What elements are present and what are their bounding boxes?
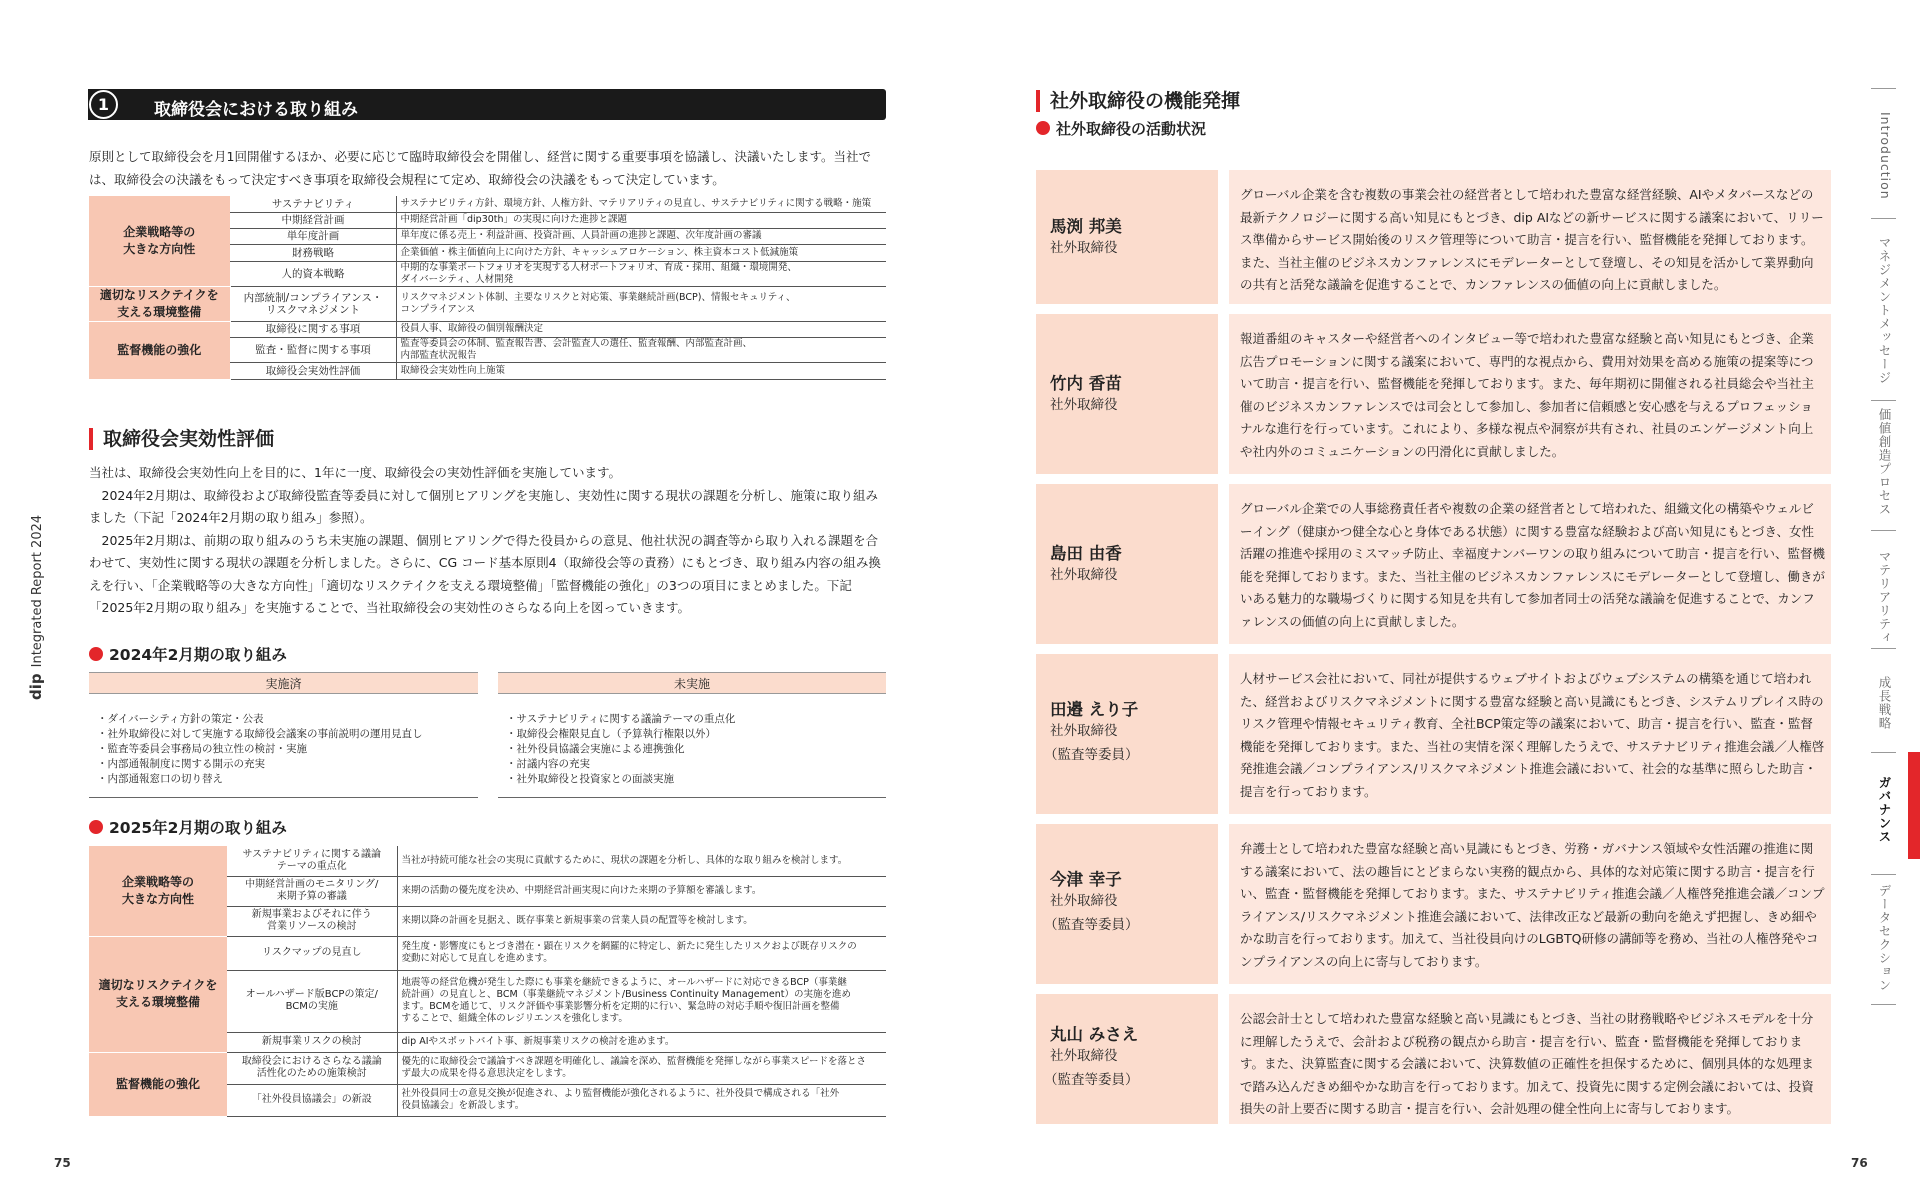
director-description-panel xyxy=(1229,994,1831,1124)
director-description-panel xyxy=(1229,654,1831,814)
category-cell: 監督機能の強化 xyxy=(89,1052,227,1116)
item-cell: 取締役に関する事項 xyxy=(230,321,396,337)
nav-divider xyxy=(1871,218,1896,219)
section-header xyxy=(88,89,886,120)
director-name-panel xyxy=(1036,170,1218,304)
director-name: 馬渕 邦美 xyxy=(1050,217,1122,236)
director-card xyxy=(1036,994,1831,1124)
detail-cell: 来期の活動の優先度を決め、中期経営計画実現に向けた来期の予算額を審議します。 xyxy=(397,876,886,906)
effectiveness-para-2: 2024年2月期は、取締役および取締役監査等委員に対して個別ヒアリングを実施し、実効性に関する現状の課題を分析し、施策に取り組みました（下記「2024年2月期の取り組み」参照）。 xyxy=(89,487,879,525)
item-cell: サステナビリティ xyxy=(230,196,396,212)
nav-item[interactable]: データセクション xyxy=(1877,884,1892,992)
item-cell: 取締役会におけるさらなる議論 活性化のための施策検討 xyxy=(227,1052,397,1084)
right-subtitle: 社外取締役の活動状況 xyxy=(1036,118,1206,139)
item-cell: 新規事業およびそれに伴う 営業リソースの検討 xyxy=(227,906,397,936)
detail-cell: 地震等の経営危機が発生した際にも事業を継続できるように、オールハザードに対応できるBCP（事業継 続計画）の見直しと、BCM（事業継続マネジメント/Business Continuity Management）の実施を進め ます。BCMを通じて、リスク評価や事業影響分析を定期的に行い、緊急時の対応手順や復旧計画を整備 することで、組織全体のレジリエンスを強化します。 xyxy=(397,970,886,1032)
effectiveness-para-3: 2025年2月期は、前期の取り組みのうち未実施の課題、個別ヒアリングで得た役員からの意見、他社状況の調査等から取り入れる課題を合わせて、実効性に関する現状の課題を分析しました。さらに、CG コード基本原則4（取締役会等の責務）にもとづき、取り組み内容の組み換えを行い、「企業戦略等の大きな方向性」「適切なリスクテイクを支える環境整備」「監督機能の強化」の3つの項目にまとめました。下記「2025年2月期の取り組み」を実施することで、当社取締役会の実効性のさらなる向上を図っていきます。 xyxy=(89,532,881,615)
detail-cell: 当社が持続可能な社会の実現に貢献するために、現状の課題を分析し、具体的な取り組みを検討します。 xyxy=(397,846,886,876)
detail-cell: 優先的に取締役会で議論すべき課題を明確化し、議論を深め、監督機能を発揮しながら事業スピードを落とさ ず最大の成果を得る意思決定をします。 xyxy=(397,1052,886,1084)
fy2024-heading: 2024年2月期の取り組み xyxy=(89,645,287,665)
detail-cell: 中期経営計画「dip30th」の実現に向けた進捗と課題 xyxy=(396,212,886,228)
undone-list xyxy=(498,694,886,787)
table-row xyxy=(89,286,886,321)
detail-cell: 単年度に係る売上・利益計画、投資計画、人員計画の進捗と課題、次年度計画の審議 xyxy=(396,228,886,244)
item-cell: 中期経営計画のモニタリング/ 来期予算の審議 xyxy=(227,876,397,906)
item-cell: オールハザード版BCPの策定/ BCMの実施 xyxy=(227,970,397,1032)
director-card xyxy=(1036,170,1831,304)
item-cell: 取締役会実効性評価 xyxy=(230,362,396,379)
table-row xyxy=(89,1052,886,1084)
nav-divider xyxy=(1871,752,1896,753)
detail-cell: 発生度・影響度にもとづき潜在・顕在リスクを網羅的に特定し、新たに発生したリスクおよび既存リスクの 変動に対応して見直しを進めます。 xyxy=(397,936,886,970)
list-item: ・ 内部通報窓口の切り替え xyxy=(97,772,478,787)
director-description-panel xyxy=(1229,314,1831,474)
item-cell: 単年度計画 xyxy=(230,228,396,244)
director-name-panel xyxy=(1036,994,1218,1124)
fy2024-undone xyxy=(498,672,886,787)
brand-logo: dip xyxy=(27,673,45,700)
item-cell: 中期経営計画 xyxy=(230,212,396,228)
director-card xyxy=(1036,824,1831,984)
director-description-panel xyxy=(1229,824,1831,984)
director-role: 社外取締役 xyxy=(1050,567,1118,583)
nav-item[interactable]: 価値創造プロセス xyxy=(1877,408,1892,516)
director-role: 社外取締役 xyxy=(1050,1048,1118,1064)
director-role-sub: （監査等委員） xyxy=(1044,747,1139,763)
category-cell: 企業戦略等の 大きな方向性 xyxy=(89,196,230,286)
detail-cell: 取締役会実効性向上施策 xyxy=(396,362,886,379)
item-cell: 新規事業リスクの検討 xyxy=(227,1032,397,1052)
director-description: 人材サービス会社において、同社が提供するウェブサイトおよびウェブシステムの構築を通じて培われた、経営およびリスクマネジメントに関する豊富な経験と高い見識にもとづき、システムリプレイス時のリスク管理や情報セキュリティ教育、全社BCP策定等の議案において、助言・提言を行い、監査・監督機能を発揮しております。また、当社の実情を深く理解したうえで、サステナビリティ推進会議／人権啓発推進会議／コンプライアンス/リスクマネジメント推進会議において、社会的な基準に照らした助言・提言を行っております。 xyxy=(1240,671,1825,799)
bullet-dot-icon xyxy=(89,647,103,661)
divider xyxy=(498,797,886,798)
director-role-sub: （監査等委員） xyxy=(1044,917,1139,933)
nav-divider xyxy=(1871,530,1896,531)
director-name: 丸山 みさえ xyxy=(1050,1025,1139,1044)
page-number-right: 76 xyxy=(1851,1156,1868,1170)
director-description: グローバル企業を含む複数の事業会社の経営者として培われた豊富な経営経験、AIやメタバースなどの最新テクノロジーに関する高い知見にもとづき、dip AIなどの新サービスに関する議案において、リリース準備からサービス開始後のリスク管理等について助言・提言を行い、監督機能を発揮しております。また、当社主催のビジネスカンファレンスにモデレーターとして登壇し、その知見を活かして業界動向の共有と活発な議論を促進することで、カンファレンスの価値の向上に貢献しました。 xyxy=(1240,187,1824,292)
nav-item[interactable]: 成長戦略 xyxy=(1877,676,1892,730)
nav-item[interactable]: ガバナンス xyxy=(1877,776,1892,844)
right-title: 社外取締役の機能発揮 xyxy=(1036,90,1240,112)
detail-cell: 社外役員同士の意見交換が促進され、より監督機能が強化されるように、社外役員で構成される「社外 役員協議会」を新設します。 xyxy=(397,1084,886,1116)
director-description: グローバル企業での人事総務責任者や複数の企業の経営者として培われた、組織文化の構築やウェルビーイング（健康かつ健全な心と身体である状態）に関する豊富な経験および高い知見にもとづき、女性活躍の推進や採用のミスマッチ防止、幸福度ナンバーワンの取り組みについて助言・提言を行い、監督機能を発揮しております。また、当社主催のビジネスカンファレンスにモデレーターとして登壇し、働きがいある魅力的な職場づくりに関する知見を共有して参加者同士の活発な議論を促進することで、カンファレンスの価値の向上に貢献しました。 xyxy=(1240,501,1826,629)
list-item: ・ ダイバーシティ方針の策定・公表 xyxy=(97,712,478,727)
list-item: ・ サステナビリティに関する議論テーマの重点化 xyxy=(506,712,886,727)
fy2025-heading: 2025年2月期の取り組み xyxy=(89,818,287,838)
nav-item[interactable]: マテリアリティ xyxy=(1877,550,1892,645)
director-name: 今津 幸子 xyxy=(1050,870,1122,889)
director-card xyxy=(1036,314,1831,474)
list-item: ・ 内部通報制度に関する開示の充実 xyxy=(97,757,478,772)
table-row xyxy=(89,321,886,337)
fy2025-table xyxy=(89,846,886,1117)
active-section-marker xyxy=(1908,752,1920,859)
category-cell: 適切なリスクテイクを 支える環境整備 xyxy=(89,286,230,321)
section-intro: 原則として取締役会を月1回開催するほか、必要に応じて臨時取締役会を開催し、経営に関する重要事項を協議し、決議いたします。当社では、取締役会の決議をもって決定すべき事項を取締役会規程にて定め、取締役会の決議をもって決定しています。 xyxy=(89,149,871,187)
director-name-panel xyxy=(1036,484,1218,644)
section-title: 取締役会における取り組み xyxy=(154,100,358,120)
effectiveness-para-1: 当社は、取締役会実効性向上を目的に、1年に一度、取締役会の実効性評価を実施しています。 xyxy=(89,465,621,480)
item-cell: 内部統制/コンプライアンス・ リスクマネジメント xyxy=(230,286,396,321)
item-cell: 「社外役員協議会」の新設 xyxy=(227,1084,397,1116)
director-description: 報道番組のキャスターや経営者へのインタビュー等で培われた豊富な経験と高い知見にもとづき、企業広告プロモーションに関する議案において、専門的な視点から、費用対効果を高める施策の提案等について助言・提言を行い、監督機能を発揮しております。また、毎年期初に開催される社員総会や当社主催のビジネスカンファレンスでは司会として参加し、参加者に信頼感と安心感を与えるプロフェッショナルな進行を行っています。これにより、多様な視点や洞察が共有され、社員のエンゲージメント向上や社内外のコミュニケーションの円滑化に貢献しました。 xyxy=(1240,331,1815,459)
fy2024-done xyxy=(89,672,478,787)
detail-cell: 企業価値・株主価値向上に向けた方針、キャッシュアロケーション、株主資本コスト低減施策 xyxy=(396,244,886,261)
done-header: 実施済 xyxy=(89,672,478,694)
detail-cell: リスクマネジメント体制、主要なリスクと対応策、事業継続計画(BCP)、情報セキュリティ、 コンプライアンス xyxy=(396,286,886,321)
item-cell: 財務戦略 xyxy=(230,244,396,261)
agenda-table xyxy=(89,196,886,380)
director-description-panel xyxy=(1229,170,1831,304)
director-description: 公認会計士として培われた豊富な経験と高い見識にもとづき、当社の財務戦略やビジネスモデルを十分に理解したうえで、会計および税務の観点から助言・提言を行い、監査・監督機能を発揮しております。また、決算監査に関する会議において、決算数値の正確性を担保するために、個別具体的な処理まで踏み込んだきめ細やかな助言を行っております。加えて、投資先に関する定例会議においては、投資損失の計上要否に関する助言・提言を行い、会計処理の健全性向上に寄与しております。 xyxy=(1240,1011,1814,1116)
detail-cell: 来期以降の計画を見据え、既存事業と新規事業の営業人員の配置等を検討します。 xyxy=(397,906,886,936)
divider xyxy=(89,797,478,798)
director-name-panel xyxy=(1036,314,1218,474)
director-card xyxy=(1036,484,1831,644)
category-cell: 監督機能の強化 xyxy=(89,321,230,379)
item-cell: 監査・監督に関する事項 xyxy=(230,337,396,362)
category-cell: 企業戦略等の 大きな方向性 xyxy=(89,846,227,936)
effectiveness-body xyxy=(89,462,886,620)
nav-divider xyxy=(1871,400,1896,401)
list-item: ・ 討議内容の充実 xyxy=(506,757,886,772)
bullet-dot-icon xyxy=(89,820,103,834)
director-role-sub: （監査等委員） xyxy=(1044,1072,1139,1088)
nav-divider xyxy=(1871,874,1896,875)
director-name-panel xyxy=(1036,824,1218,984)
bullet-dot-icon xyxy=(1036,121,1050,135)
director-role: 社外取締役 xyxy=(1050,723,1118,739)
table-row xyxy=(89,936,886,970)
list-item: ・ 社外役員協議会実施による連携強化 xyxy=(506,742,886,757)
detail-cell: 中期的な事業ポートフォリオを実現する人材ポートフォリオ、育成・採用、組織・環境開発、 ダイバーシティ、人材開発 xyxy=(396,261,886,286)
table-row xyxy=(89,846,886,876)
item-cell: 人的資本戦略 xyxy=(230,261,396,286)
director-name: 島田 由香 xyxy=(1050,544,1122,563)
nav-divider xyxy=(1871,88,1896,89)
undone-header: 未実施 xyxy=(498,672,886,694)
nav-item[interactable]: マネジメントメッセージ xyxy=(1877,236,1892,385)
report-spine xyxy=(27,514,51,700)
report-title: Integrated Report 2024 xyxy=(30,514,45,668)
director-name: 竹内 香苗 xyxy=(1050,374,1122,393)
detail-cell: 役員人事、取締役の個別報酬決定 xyxy=(396,321,886,337)
list-item: ・ 監査等委員会事務局の独立性の検討・実施 xyxy=(97,742,478,757)
detail-cell: 監査等委員会の体制、監査報告書、会計監査人の選任、監査報酬、内部監査計画、 内部監査状況報告 xyxy=(396,337,886,362)
director-role: 社外取締役 xyxy=(1050,893,1118,909)
category-cell: 適切なリスクテイクを 支える環境整備 xyxy=(89,936,227,1052)
section-number: 1 xyxy=(89,90,118,119)
director-description: 弁護士として培われた豊富な経験と高い見識にもとづき、労務・ガバナンス領域や女性活躍の推進に関する議案において、法の趣旨にとどまらない実務的観点から、具体的な対応策に関する助言・提言を行い、監査・監督機能を発揮しております。また、サステナビリティ推進会議／人権啓発推進会議／コンプライアンス/リスクマネジメント推進会議において、法律改正など最新の動向を絶えず把握し、きめ細やかな助言を行っております。加えて、当社役員向けのLGBTQ研修の講師等を務め、当社の人権啓発やコンプライアンスの向上に寄与しております。 xyxy=(1240,841,1825,969)
nav-divider xyxy=(1871,648,1896,649)
nav-item[interactable]: Introduction xyxy=(1878,112,1893,200)
detail-cell: サステナビリティ方針、環境方針、人権方針、マテリアリティの見直し、サステナビリティに関する戦略・施策 xyxy=(396,196,886,212)
item-cell: サステナビリティに関する議論 テーマの重点化 xyxy=(227,846,397,876)
list-item: ・ 社外取締役に対して実施する取締役会議案の事前説明の運用見直し xyxy=(97,727,478,742)
page-number-left: 75 xyxy=(54,1156,71,1170)
list-item: ・ 社外取締役と投資家との面談実施 xyxy=(506,772,886,787)
director-card xyxy=(1036,654,1831,814)
nav-divider xyxy=(1871,1004,1896,1005)
table-row xyxy=(89,196,886,212)
list-item: ・ 取締役会権限見直し（予算執行権限以外） xyxy=(506,727,886,742)
director-description-panel xyxy=(1229,484,1831,644)
director-role: 社外取締役 xyxy=(1050,397,1118,413)
director-name-panel xyxy=(1036,654,1218,814)
effectiveness-heading: 取締役会実効性評価 xyxy=(89,428,274,450)
director-name: 田邉 えり子 xyxy=(1050,700,1139,719)
detail-cell: dip AIやスポットバイト事、新規事業リスクの検討を進めます。 xyxy=(397,1032,886,1052)
done-list xyxy=(89,694,478,787)
item-cell: リスクマップの見直し xyxy=(227,936,397,970)
director-role: 社外取締役 xyxy=(1050,240,1118,256)
